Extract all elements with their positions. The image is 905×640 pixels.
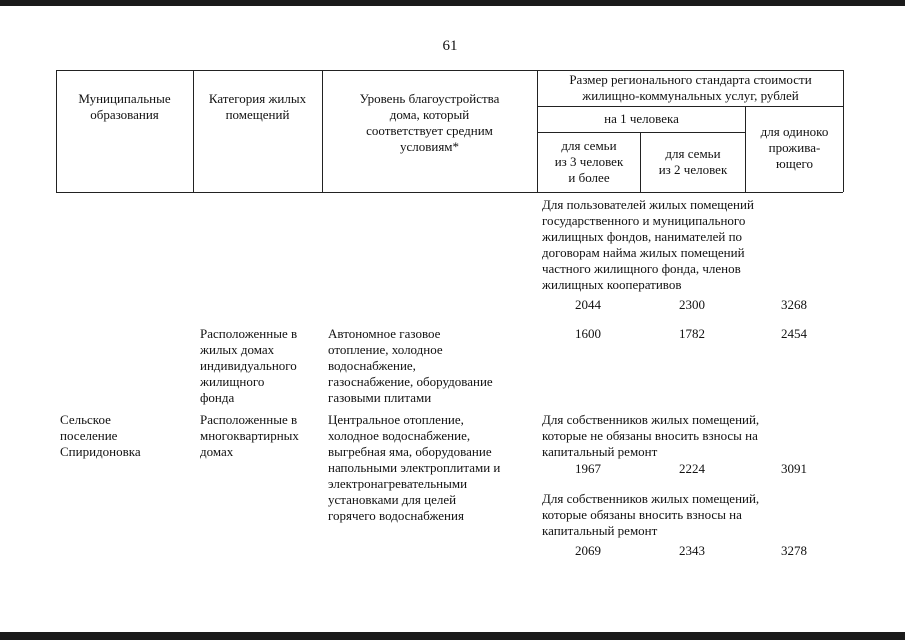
header-level: Уровень благоустройства дома, который соответствует средним условиям* — [359, 91, 500, 154]
individual-level: Автономное газовое отопление, холодное водоснабжение, газоснабжение, оборудование газовыми плитами — [328, 326, 493, 405]
individual-value-family3: 1600 — [575, 326, 601, 341]
per-person-border — [537, 132, 745, 133]
apartment-level: Центральное отопление, холодное водоснабжение, выгребная яма, оборудование напольными электроплитами и электронагревательными установками для целей горячего водоснабжения — [328, 412, 501, 523]
header-top-border — [56, 70, 843, 71]
col-divider-left — [56, 70, 57, 192]
scan-edge-bottom — [0, 632, 905, 640]
apartment-values2-family3: 2069 — [575, 543, 601, 558]
scan-edge-top — [0, 0, 905, 6]
apartment-note2: Для собственников жилых помещений, которые обязаны вносить взносы на капитальный ремонт — [542, 491, 760, 538]
apartment-note1: Для собственников жилых помещений, которые не обязаны вносить взносы на капитальный ремонт — [542, 412, 760, 459]
apartment-values1-family3: 1967 — [575, 461, 601, 476]
apartment-values1-single: 3091 — [781, 461, 807, 476]
col-divider-1 — [193, 70, 194, 192]
header-family3: для семьи из 3 человек и более — [554, 138, 624, 185]
apartment-values2-single: 3278 — [781, 543, 807, 558]
apartment-values1-family2: 2224 — [679, 461, 705, 476]
block1-value-family3: 2044 — [575, 297, 601, 312]
header-bottom-border — [56, 192, 843, 193]
block1-note: Для пользователей жилых помещений государственного и муниципального жилищных фондов, нанимателей по договорам найма жилых помещений частного жилищного фонда, членов жилищных кооперативов — [542, 197, 754, 292]
header-family2: для семьи из 2 человек — [658, 146, 728, 177]
size-subheader-border — [537, 106, 843, 107]
col-divider-right — [843, 70, 844, 192]
header-per-person: на 1 человека — [604, 111, 679, 126]
apartment-category: Расположенные в многоквартирных домах — [200, 412, 299, 459]
header-municipality: Муниципальные образования — [78, 91, 171, 122]
header-single: для одиноко прожива- ющего — [760, 124, 829, 171]
header-size: Размер регионального стандарта стоимости жилищно-коммунальных услуг, рублей — [569, 72, 812, 103]
individual-category: Расположенные в жилых домах индивидуального жилищного фонда — [200, 326, 298, 405]
municipality-name: Сельское поселение Спиридоновка — [60, 412, 141, 459]
block1-value-family2: 2300 — [679, 297, 705, 312]
page-number: 61 — [442, 38, 458, 54]
individual-value-single: 2454 — [781, 326, 807, 341]
header-category: Категория жилых помещений — [208, 91, 307, 122]
individual-value-family2: 1782 — [679, 326, 705, 341]
block1-value-single: 3268 — [781, 297, 807, 312]
apartment-values2-family2: 2343 — [679, 543, 705, 558]
